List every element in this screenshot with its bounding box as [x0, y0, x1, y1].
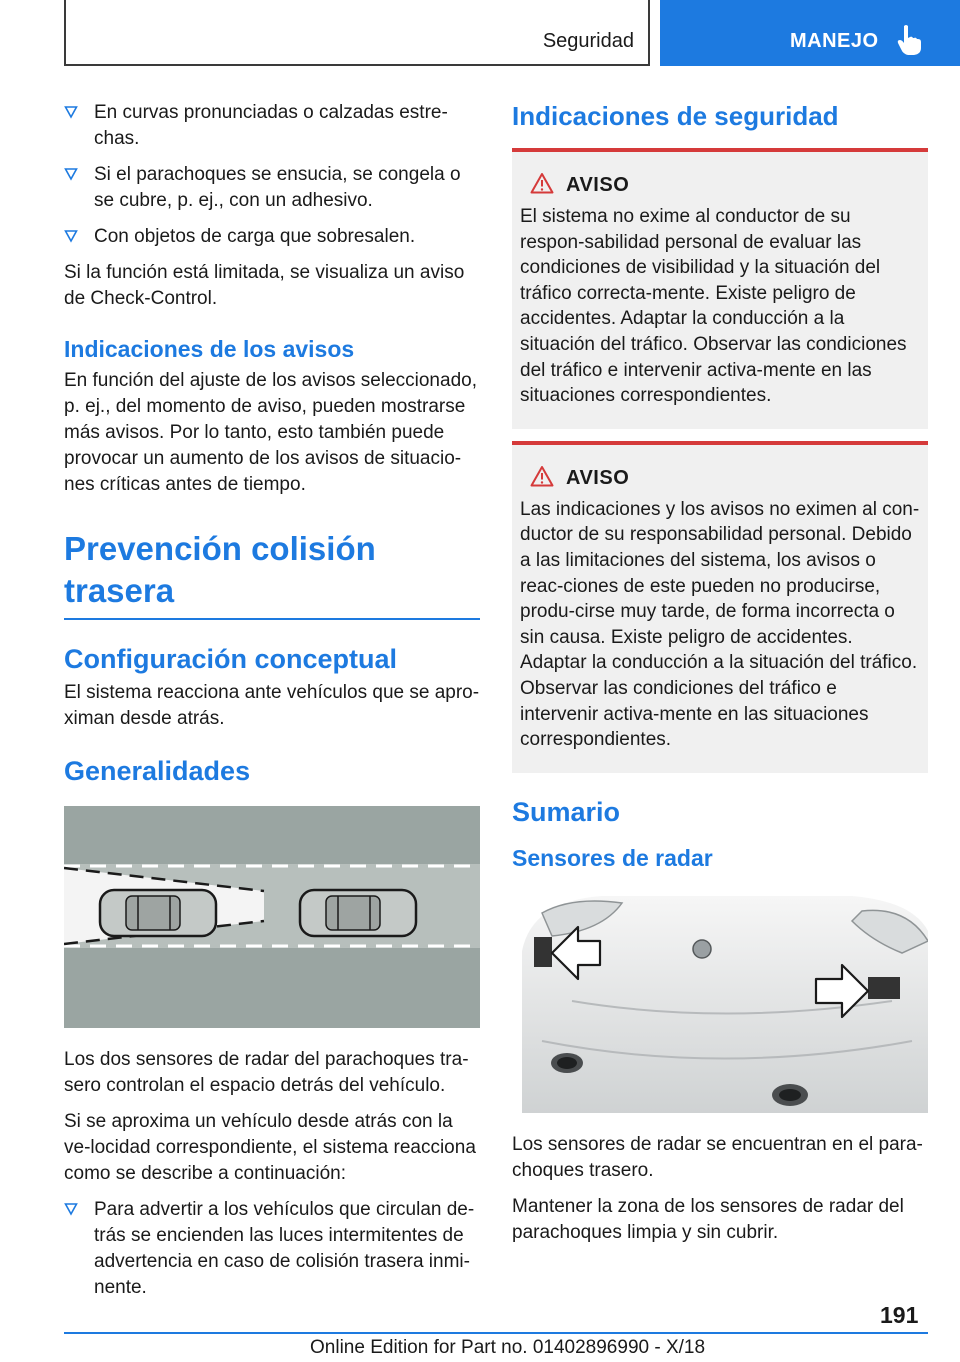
right-column [512, 100, 928, 1256]
warning-text: Las indicaciones y los avisos no eximen al con-ductor de su responsabilidad personal. Debido a las limitaciones del sistema, los avisos o reac-ciones de este pueden no producirse, produ-cirse muy tarde, de forma incorrecta o sin causa. Existe peligro de accidentes. Adaptar la conducción a la situación del tráfico. Observar las condiciones del tráfico e intervenir activa-mente en las situaciones correspondientes. [520, 498, 920, 751]
rear-car-icon [100, 890, 216, 936]
main-heading: Prevención colisión trasera [64, 528, 480, 620]
list-item [64, 162, 480, 214]
front-car-icon [300, 890, 416, 936]
paragraph-config: El sistema reacciona ante vehículos que se apro-ximan desde atrás. [64, 682, 480, 729]
footer-divider [64, 1332, 928, 1334]
radar-sensor-right [868, 977, 900, 999]
paragraph-sensors: Los dos sensores de radar del parachoques tra-sero controlan el espacio detrás del vehículo. [64, 1049, 469, 1096]
paragraph-warnings: En función del ajuste de los avisos seleccionado, p. ej., del momento de aviso, pueden mostrarse más avisos. Por lo tanto, esto también puede provocar un aumento de los avisos de situacio-nes críticas antes de tiempo. [64, 370, 477, 495]
heading-radar: Sensores de radar [512, 844, 713, 871]
paragraph-keep-clean: Mantener la zona de los sensores de radar del parachoques limpia y sin cubrir. [512, 1195, 904, 1243]
list-item [64, 100, 480, 152]
warning-triangle-icon [530, 465, 554, 487]
left-column [64, 100, 480, 1311]
list-item [64, 1197, 480, 1301]
warning-box [512, 148, 928, 429]
list-item [64, 224, 480, 250]
warning-label: AVISO [566, 466, 630, 489]
paragraph-approach: Si se aproxima un vehículo desde atrás con la ve-locidad correspondiente, el sistema reacciona como se describe a continuación: [64, 1111, 476, 1184]
warning-triangle-icon [530, 172, 554, 194]
paragraph-sensor-location: Los sensores de radar se encuentran en el para-choques trasero. [512, 1133, 923, 1181]
triangle-bullet-icon [64, 105, 78, 119]
footer-edition: Online Edition for Part no. 01402896990 - X/18 [310, 1337, 706, 1358]
triangle-bullet-icon [64, 167, 78, 181]
triangle-bullet-icon [64, 229, 78, 243]
heading-safety: Indicaciones de seguridad [512, 101, 839, 131]
bullet-text: Para advertir a los vehículos que circulan de-trás se encienden las luces intermitentes de advertencia en caso de colisión trasera inmi-nente. [94, 1199, 475, 1298]
hand-pointer-icon [896, 24, 924, 56]
heading-summary: Sumario [512, 796, 621, 827]
warning-box [512, 441, 928, 773]
bullet-text: En curvas pronunciadas o calzadas estre-chas. [94, 102, 448, 149]
paragraph-limited: Si la función está limitada, se visualiza un aviso de Check-Control. [64, 262, 465, 309]
heading-general: Generalidades [64, 756, 251, 786]
heading-config: Configuración conceptual [64, 644, 398, 674]
chapter-tab[interactable] [660, 0, 960, 66]
section-title: Seguridad [542, 30, 634, 52]
triangle-bullet-icon [64, 1202, 78, 1216]
warning-text: El sistema no exime al conductor de su respon-sabilidad personal de evaluar las condiciones de visibilidad y la situación del tráfico correcta-mente. Existe peligro de accidentes. Adaptar la conducción a la situación del tráfico. Observar las condiciones del tráfico e intervenir activa-mente en las situaciones correspondientes. [520, 206, 907, 407]
radar-sensor-left [534, 937, 552, 967]
bullet-text: Si el parachoques se ensucia, se congela o se cubre, p. ej., con un adhesivo. [94, 164, 461, 211]
bullet-text: Con objetos de carga que sobresalen. [94, 226, 416, 247]
header-section-box [64, 0, 650, 66]
chapter-title: MANEJO [790, 30, 879, 52]
page-number: 191 [880, 1302, 919, 1328]
heading-warning-indications: Indicaciones de los avisos [64, 336, 355, 362]
rear-bumper-photo [512, 891, 928, 1113]
warning-label: AVISO [566, 174, 630, 196]
rear-collision-diagram [64, 806, 480, 1028]
